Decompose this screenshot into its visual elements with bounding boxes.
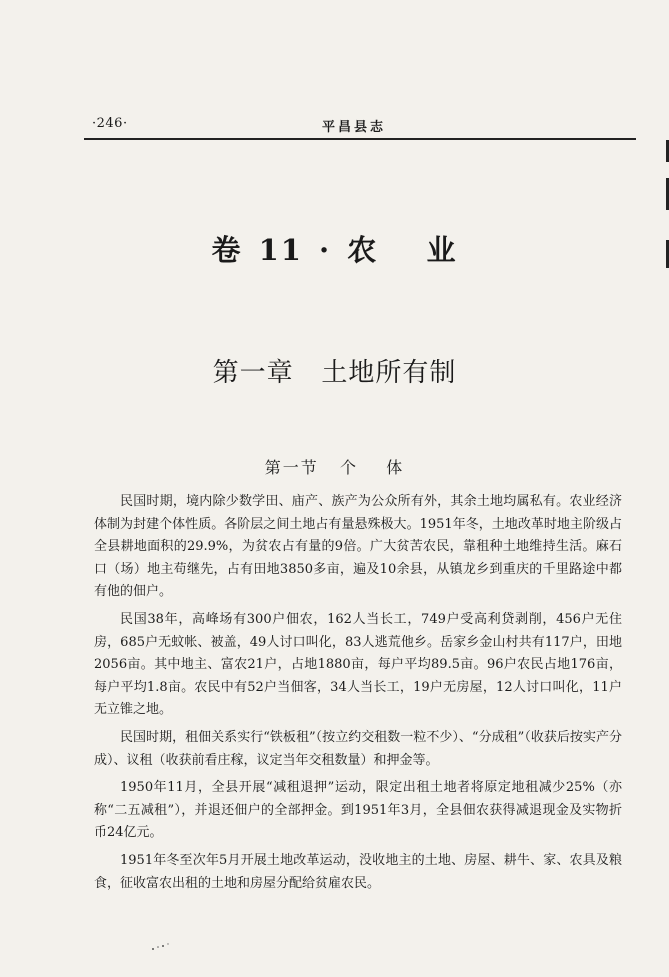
paragraph: 1951年冬至次年5月开展土地改革运动，没收地主的土地、房屋、耕牛、家、农具及粮食，征收富农出租的土地和房屋分配给贫雇农民。 [94, 852, 622, 891]
chapter-title: 第一章 土地所有制 [212, 358, 457, 388]
volume-title: 卷 11 · 农 业 [211, 233, 458, 267]
paragraph: 民国时期，境内除少数学田、庙产、族产为公众所有外，其余土地均属私有。农业经济体制为封建个体性质。各阶层之间土地占有量悬殊极大。1951年冬，土地改革时地主阶级占全县耕地面积的29.9%，为贫农占有量的9倍。广大贫苦农民，靠租种土地维持生活。麻石口（场）地主苟继先，占有田地3850多亩，遍及10余县，从镇龙乡到重庆的千里路途中都有他的佃户。 [94, 494, 622, 600]
paragraph: 1950年11月，全县开展“减租退押”运动，限定出租土地者将原定地租减少25%（亦称“二五减租”），并退还佃户的全部押金。到1951年3月，全县佃农获得减退现金及实物折币24亿元。 [94, 780, 622, 841]
page-header [84, 114, 624, 136]
page-number: ·246· [92, 116, 128, 131]
section-title: 第一节 个 体 [264, 458, 405, 477]
paragraph: 民国时期，租佃关系实行“铁板租”（按立约交租数一粒不少）、“分成租”（收获后按实产分成）、议租（收获前看庄稼，议定当年交租数量）和押金等。 [94, 729, 622, 768]
scan-speckle [150, 942, 172, 952]
paragraph: 民国38年，高峰场有300户佃农，162人当长工，749户受高利贷剥削，456户无住房，685户无蚊帐、被盖，49人讨口叫化，83人逃荒他乡。岳家乡金山村共有117户，田地2056亩。其中地主、富农21户，占地1880亩，每户平均89.5亩。96户农民占地176亩，每户平均1.8亩。农民中有52户当佃客，34人当长工，19户无房屋，12人讨口叫化，11户无立锥之地。 [94, 611, 622, 718]
running-title: 平昌县志 [321, 120, 386, 135]
header-rule [84, 138, 636, 140]
body-text [94, 491, 622, 900]
